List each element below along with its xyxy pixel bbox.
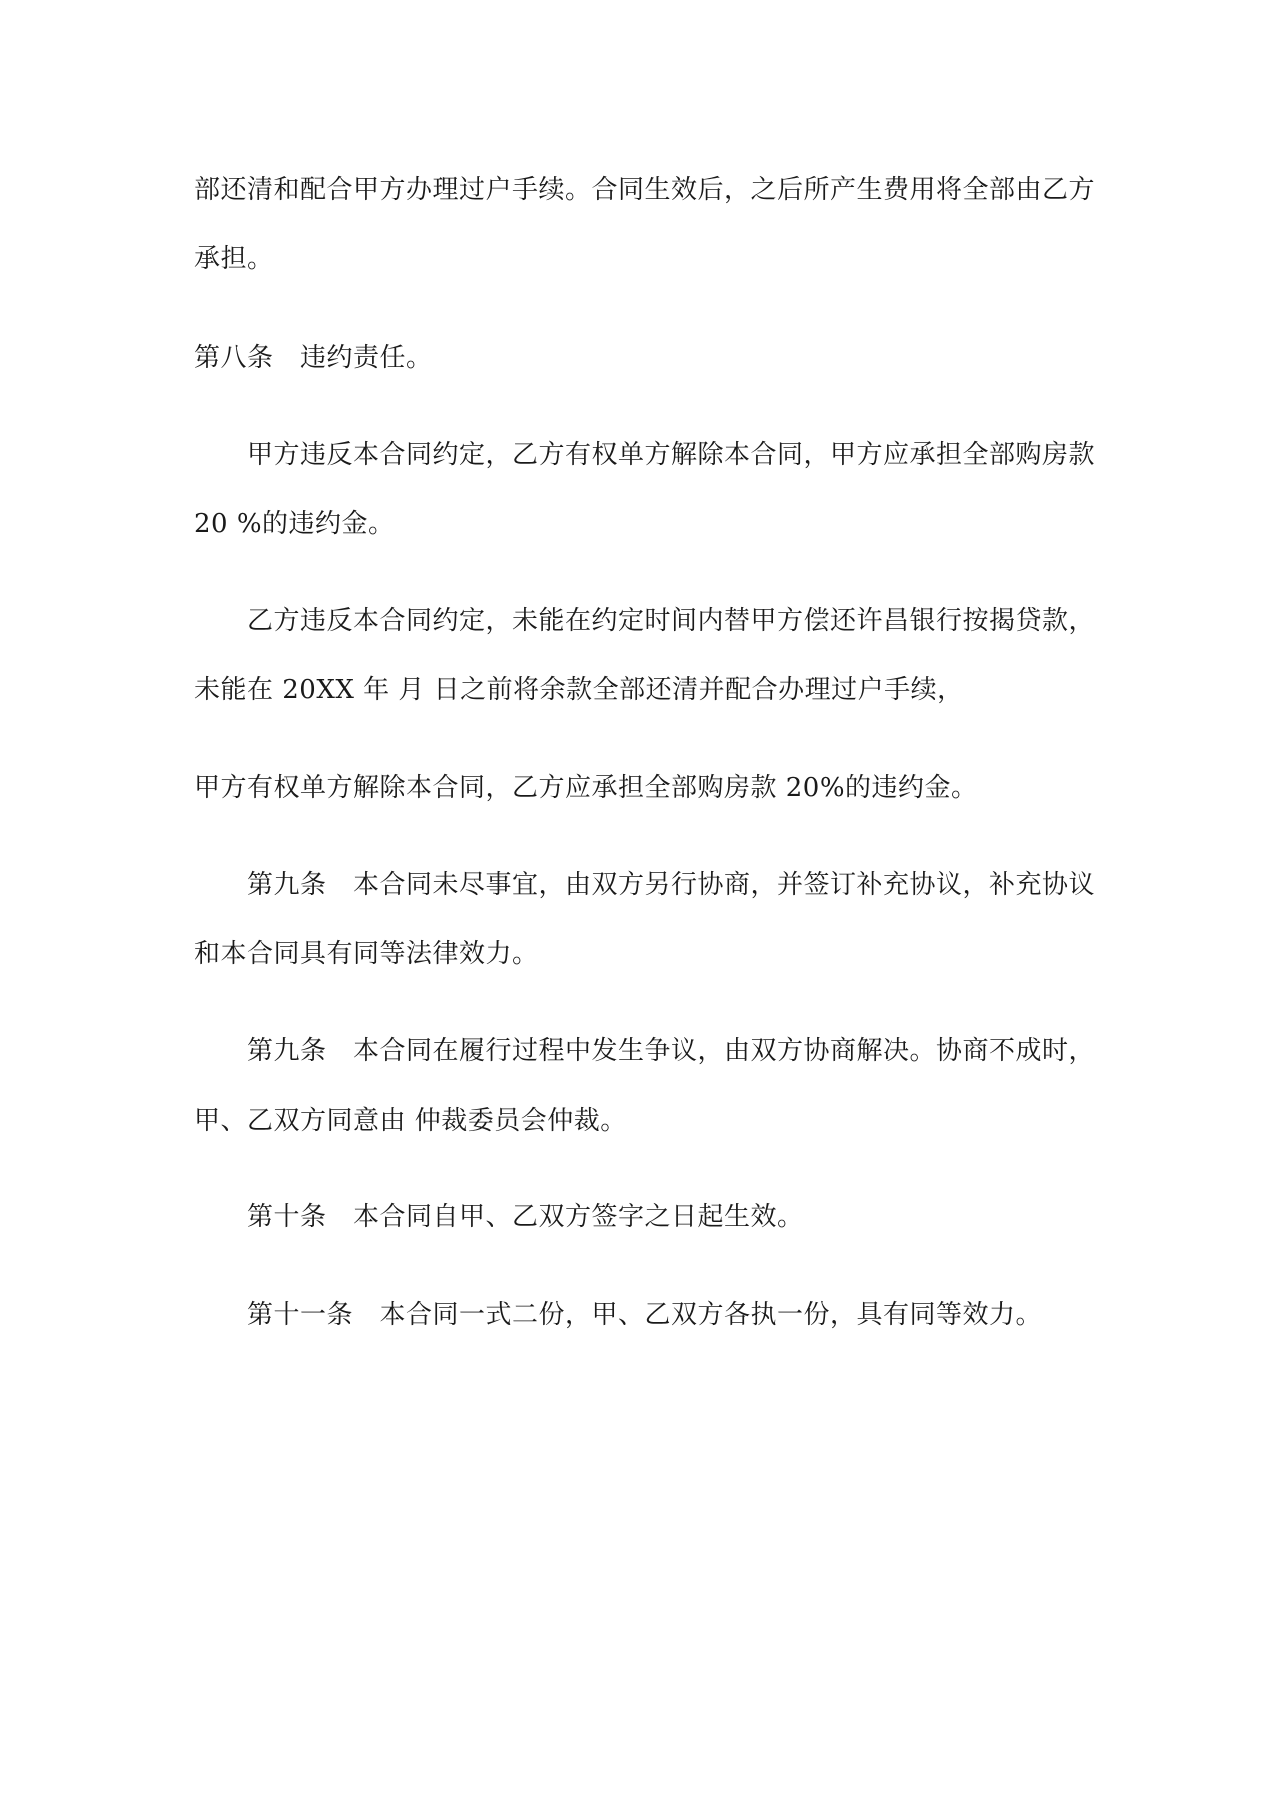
paragraph-line: 部还清和配合甲方办理过户手续。合同生效后，之后所产生费用将全部由乙方 bbox=[194, 175, 1096, 205]
paragraph-line: 甲方有权单方解除本合同，乙方应承担全部购房款 20%的违约金。 bbox=[194, 773, 978, 803]
paragraph-line: 和本合同具有同等法律效力。 bbox=[194, 939, 539, 969]
paragraph-line: 承担。 bbox=[194, 244, 274, 274]
article-heading: 第八条 违约责任。 bbox=[194, 343, 433, 373]
paragraph-line: 甲方违反本合同约定，乙方有权单方解除本合同，甲方应承担全部购房款 bbox=[247, 440, 1096, 470]
paragraph-line: 乙方违反本合同约定，未能在约定时间内替甲方偿还许昌银行按揭贷款， bbox=[247, 606, 1096, 636]
paragraph-line: 未能在 20XX 年 月 日之前将余款全部还清并配合办理过户手续， bbox=[194, 675, 964, 705]
paragraph-line: 20 %的违约金。 bbox=[194, 509, 395, 539]
paragraph-line: 第十条 本合同自甲、乙双方签字之日起生效。 bbox=[247, 1202, 804, 1232]
paragraph-line: 第九条 本合同未尽事宜，由双方另行协商，并签订补充协议，补充协议 bbox=[247, 870, 1096, 900]
paragraph-line: 甲、乙双方同意由 仲裁委员会仲裁。 bbox=[194, 1106, 627, 1136]
paragraph-line: 第九条 本合同在履行过程中发生争议，由双方协商解决。协商不成时， bbox=[247, 1036, 1096, 1066]
paragraph-line: 第十一条 本合同一式二份，甲、乙双方各执一份，具有同等效力。 bbox=[247, 1300, 1043, 1330]
